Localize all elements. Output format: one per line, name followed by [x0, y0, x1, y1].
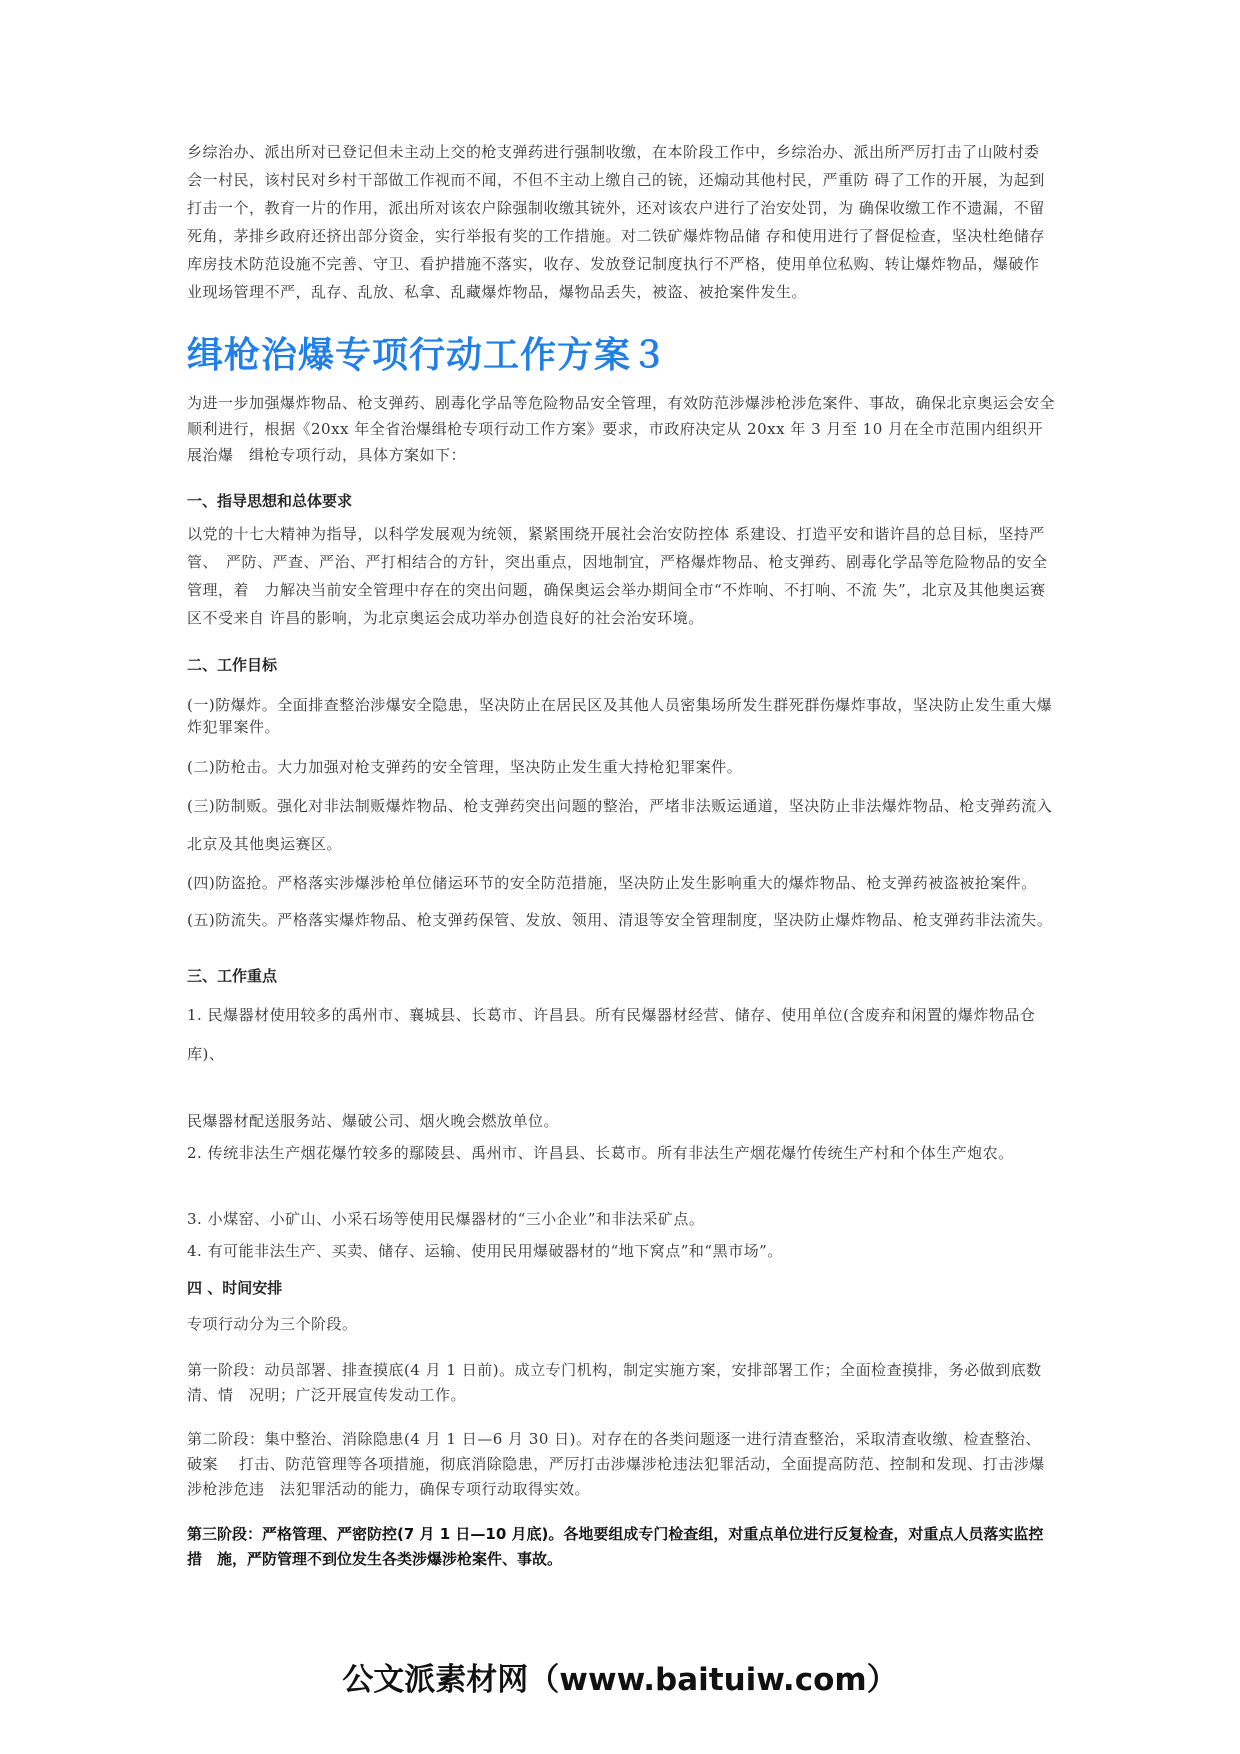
goal-5	[187, 910, 1055, 930]
goal-4	[187, 872, 1055, 894]
preface-paragraph: 为进一步加强爆炸物品、枪支弹药、剧毒化学品等危险物品安全管理，有效防范涉爆涉枪涉危案件、事故，确保北京奥运会安全顺利进行，根据《20xx 年全省治爆缉枪专项行动工作方案》要求，市政府决定从 20xx 年 3 月至 10 月在全市范围内组织开展治爆 缉枪专项行动，具体方案如下：	[187, 394, 1056, 464]
schedule-intro-text: 专项行动分为三个阶段。	[187, 1315, 358, 1333]
goal-2-text: (二)防枪击。大力加强对枪支弹药的安全管理，坚决防止发生重大持枪犯罪案件。	[187, 758, 743, 776]
section-3	[187, 965, 1055, 987]
focus-4	[187, 1240, 1055, 1262]
stage-1-text: 第一阶段：动员部署、排查摸底(4 月 1 日前)。成立专门机构，制定实施方案，安排部署工作；全面检查摸排，务必做到底数清、情 况明；广泛开展宣传发动工作。	[187, 1361, 1042, 1404]
title-section	[187, 334, 1055, 378]
focus-2	[187, 1142, 1055, 1164]
focus-3	[187, 1208, 1055, 1230]
section-1-paragraph: 以党的十七大精神为指导，以科学发展观为统领，紧紧围绕开展社会治安防控体 系建设、打造平安和谐许昌的总目标，坚持严管、 严防、严查、严治、严打相结合的方针，突出重点，因地制宜，严格爆炸物品、枪支弹药、剧毒化学品等危险物品的安全管理，着 力解决当前安全管理中存在的突出问题，确保奥运会举办期间全市“不炸响、不打响、不流 失”，北京及其他奥运赛区不受来自 许昌的影响，为北京奥运会成功举办创造良好的社会治安环境。	[187, 525, 1048, 627]
stage-1	[187, 1358, 1055, 1408]
focus-1-cont	[187, 1043, 1055, 1065]
section-4-heading: 四 、时间安排	[187, 1279, 283, 1297]
section-4	[187, 1277, 1055, 1299]
intro-paragraph: 乡综治办、派出所对已登记但未主动上交的枪支弹药进行强制收缴，在本阶段工作中，乡综治办、派出所严厉打击了山陂村委 会一村民，该村民对乡村干部做工作视而不闻，不但不主动上缴自己的铳，还煽动其他村民，严重防 碍了工作的开展，为起到 打击一个，教育一片的作用，派出所对该农户除强制收缴其铳外，还对该农户进行了治安处罚，为 确保收缴工作不遗漏，不留 死角，茅排乡政府还挤出部分资金，实行举报有奖的工作措施。对二铁矿爆炸物品储 存和使用进行了督促检查，坚决杜绝储存 库房技术防范设施不完善、守卫、看护措施不落实，收存、发放登记制度执行不严格，使用单位私购、转让爆炸物品，爆破作 业现场管理不严，乱存、乱放、私拿、乱藏爆炸物品，爆物品丢失，被盗、被抢案件发生。	[187, 143, 1056, 301]
goal-3-text-line2: 北京及其他奥运赛区。	[187, 835, 343, 853]
section-2	[187, 654, 1055, 676]
focus-1-text-line1: 1. 民爆器材使用较多的禹州市、襄城县、长葛市、许昌县。所有民爆器材经营、储存、使用单位(含废弃和闲置的爆炸物品仓	[187, 1006, 1036, 1024]
section-1	[187, 490, 1055, 512]
focus-1-text-line2: 库)、	[187, 1045, 225, 1063]
section-1-heading: 一、指导思想和总体要求	[187, 492, 353, 510]
goal-1	[187, 694, 1068, 738]
goal-3-text-line1: (三)防制贩。强化对非法制贩爆炸物品、枪支弹药突出问题的整治，严堵非法贩运通道，坚决防止非法爆炸物品、枪支弹药流入	[187, 797, 1053, 815]
section-1-body	[187, 520, 1055, 632]
goal-2	[187, 756, 1055, 778]
preface-section	[187, 390, 1055, 468]
section-3-heading: 三、工作重点	[187, 967, 278, 985]
stage-2-text: 第二阶段：集中整治、消除隐患(4 月 1 日—6 月 30 日)。对存在的各类问题逐一进行清查整治，采取清查收缴、检查整治、破案 打击、防范管理等各项措施，彻底消除隐患，严厉打击涉爆涉枪违法犯罪活动，全面提高防范、控制和发现、打击涉爆涉枪涉危违 法犯罪活动的能力，确保专项行动取得实效。	[187, 1430, 1045, 1498]
focus-1-cont2	[187, 1110, 1055, 1132]
focus-4-text: 4. 有可能非法生产、买卖、储存、运输、使用民用爆破器材的“地下窝点”和“黑市场”。	[187, 1242, 783, 1260]
goal-3-cont	[187, 833, 1055, 855]
focus-3-text: 3. 小煤窑、小矿山、小采石场等使用民爆器材的“三小企业”和非法采矿点。	[187, 1210, 705, 1228]
goal-3	[187, 795, 1055, 817]
section-2-heading: 二、工作目标	[187, 656, 278, 674]
stage-3-text: 第三阶段：严格管理、严密防控(7 月 1 日—10 月底)。各地要组成专门检查组，对重点单位进行反复检查，对重点人员落实监控措 施，严防管理不到位发生各类涉爆涉枪案件、事故。	[187, 1525, 1044, 1568]
focus-1	[187, 1004, 1055, 1026]
goal-5-text: (五)防流失。严格落实爆炸物品、枪支弹药保管、发放、领用、清退等安全管理制度，坚决防止爆炸物品、枪支弹药非法流失。	[187, 911, 1053, 929]
intro-section	[187, 138, 1055, 306]
document-title: 缉枪治爆专项行动工作方案３	[187, 335, 669, 376]
goal-4-text: (四)防盗抢。严格落实涉爆涉枪单位储运环节的安全防范措施，坚决防止发生影响重大的爆炸物品、枪支弹药被盗被抢案件。	[187, 874, 1037, 892]
goal-1-text: (一)防爆炸。全面排查整治涉爆安全隐患，坚决防止在居民区及其他人员密集场所发生群死群伤爆炸事故，坚决防止发生重大爆 炸犯罪案件。	[187, 696, 1068, 736]
schedule-intro	[187, 1313, 1055, 1335]
stage-3	[187, 1522, 1055, 1572]
focus-1-text-line3: 民爆器材配送服务站、爆破公司、烟火晚会燃放单位。	[187, 1112, 560, 1130]
focus-2-text: 2. 传统非法生产烟花爆竹较多的鄢陵县、禹州市、许昌县、长葛市。所有非法生产烟花爆竹传统生产村和个体生产炮农。	[187, 1144, 1014, 1162]
footer-watermark: 公文派素材网（www.baituiw.com）	[342, 1662, 898, 1698]
stage-2	[187, 1427, 1055, 1502]
